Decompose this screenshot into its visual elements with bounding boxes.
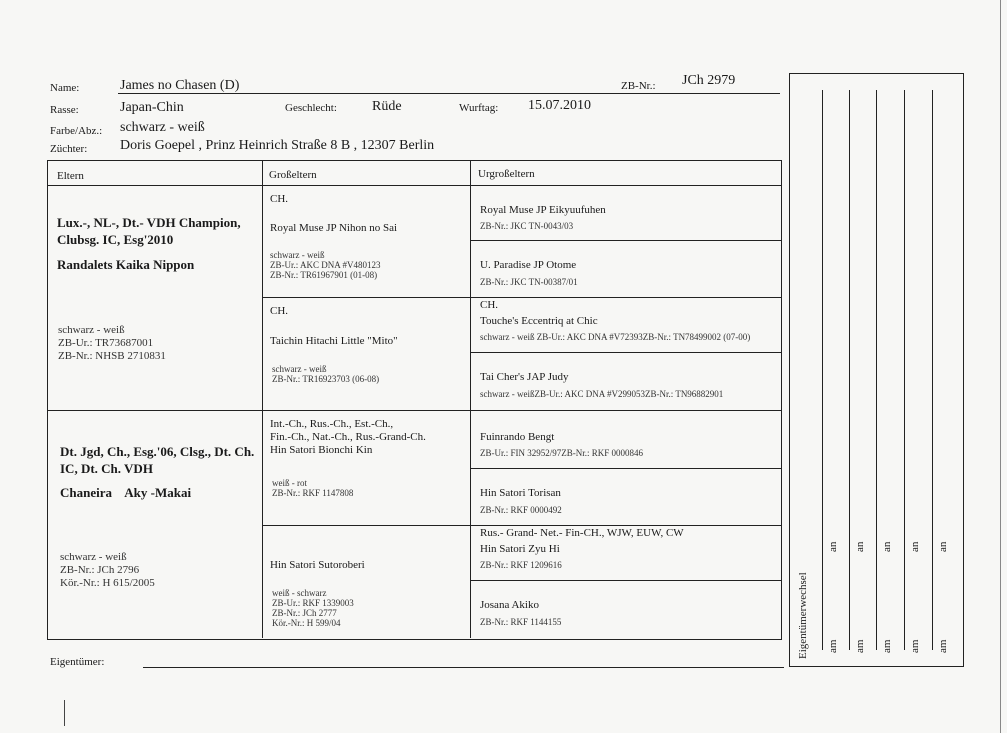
- gp4-zb-nr: ZB-Nr.: JCh 2777: [272, 608, 337, 618]
- owner-col-line-2: [849, 90, 850, 650]
- an-label: an: [854, 541, 866, 552]
- ggp7-name: Hin Satori Zyu Hi: [480, 543, 560, 555]
- mother-name: Chaneira Aky -Makai: [60, 485, 192, 500]
- ggp8-name: Josana Akiko: [480, 599, 539, 611]
- ggp3-name: Touche's Eccentriq at Chic: [480, 315, 598, 327]
- ggp3-info: schwarz - weiß ZB-Ur.: AKC DNA #V72393ZB-Nr.: TN78499002 (07-00): [480, 332, 751, 342]
- an-label: an: [909, 541, 921, 552]
- farbe-value: schwarz - weiß: [120, 120, 205, 135]
- gp2-info: [272, 364, 379, 384]
- ggp6-info: ZB-Nr.: RKF 0000492: [480, 505, 562, 515]
- owner-line: [143, 667, 784, 668]
- col-header-eltern: Eltern: [57, 170, 84, 182]
- gp4-color: weiß - schwarz: [272, 588, 327, 598]
- gp3-info: [272, 478, 353, 498]
- header-row-line: [48, 185, 781, 186]
- gp4-info: [272, 588, 354, 626]
- mother-koer: Kör.-Nr.: H 615/2005: [60, 577, 155, 589]
- geschlecht-value: Rüde: [372, 99, 402, 114]
- ggp6-name: Hin Satori Torisan: [480, 487, 561, 499]
- gp1-title: CH.: [270, 193, 289, 205]
- rasse-label: Rasse:: [50, 104, 79, 116]
- geschlecht-label: Geschlecht:: [285, 102, 337, 114]
- mother-title: Dt. Jgd, Ch., Esg.'06, Clsg., Dt. Ch. IC, Dt. Ch. VDH: [60, 444, 255, 476]
- ggp8-info: ZB-Nr.: RKF 1144155: [480, 617, 562, 627]
- name-underline: [118, 93, 780, 94]
- gp4-zb-ur: ZB-Ur.: RKF 1339003: [272, 598, 354, 608]
- ggp2-info: ZB-Nr.: JKC TN-00387/01: [480, 277, 578, 287]
- wurftag-label: Wurftag:: [459, 102, 499, 114]
- gp2-color: schwarz - weiß: [272, 364, 327, 374]
- father-info: [58, 324, 166, 363]
- zuechter-label: Züchter:: [50, 143, 88, 155]
- gp2-title: CH.: [270, 305, 289, 317]
- owner-label: Eigentümer:: [50, 656, 105, 668]
- owner-col-line-4: [904, 90, 905, 650]
- am-label: am: [827, 639, 839, 653]
- owner-col-line-1: [822, 90, 823, 650]
- father-name: Randalets Kaika Nippon: [57, 257, 195, 272]
- ggp4-info: schwarz - weißZB-Ur.: AKC DNA #V299053ZB-Nr.: TN96882901: [480, 389, 724, 399]
- gp3-title-1: Int.-Ch., Rus.-Ch., Est.-Ch.,: [270, 418, 394, 430]
- owner-change-title: Eigentümerwechsel: [797, 572, 809, 659]
- gp3-title-2: Fin.-Ch., Nat.-Ch., Rus.-Grand-Ch.: [270, 431, 426, 443]
- gp3-color: weiß - rot: [272, 478, 307, 488]
- ggp1-name: Royal Muse JP Eikyuufuhen: [480, 204, 606, 216]
- mother-info: [60, 551, 155, 590]
- gp4-name: Hin Satori Sutoroberi: [270, 559, 365, 571]
- parents-split-line: [48, 410, 781, 411]
- ggp-split-4: [471, 580, 781, 581]
- mother-color: schwarz - weiß: [60, 551, 127, 563]
- father-title: Lux.-, NL-, Dt.- VDH Champion, Clubsg. IC, Esg'2010: [57, 215, 241, 247]
- gp1-info: [270, 250, 381, 280]
- mother-zb-nr: ZB-Nr.: JCh 2796: [60, 564, 140, 576]
- zuechter-value: Doris Goepel , Prinz Heinrich Straße 8 B , 12307 Berlin: [120, 138, 435, 153]
- col-header-urgrosseltern: Urgroßeltern: [478, 168, 535, 180]
- rasse-value: Japan-Chin: [120, 100, 184, 115]
- gp1-name: Royal Muse JP Nihon no Sai: [270, 222, 398, 234]
- am-label: am: [854, 639, 866, 653]
- gp2-name: Taichin Hitachi Little "Mito": [270, 335, 398, 347]
- ggp3-title: CH.: [480, 299, 499, 311]
- zb-value: JCh 2979: [682, 73, 736, 88]
- col-line-1: [262, 161, 263, 638]
- ggp2-name: U. Paradise JP Otome: [480, 259, 577, 271]
- ggp-split-2: [471, 352, 781, 353]
- col-line-2: [470, 161, 471, 638]
- gp1-zb-ur: ZB-Ur.: AKC DNA #V480123: [270, 260, 381, 270]
- ggp7-info: ZB-Nr.: RKF 1209616: [480, 560, 562, 570]
- farbe-label: Farbe/Abz.:: [50, 125, 103, 137]
- an-label: an: [881, 541, 893, 552]
- ggp5-info: ZB-Ur.: FIN 32952/97ZB-Nr.: RKF 0000846: [480, 448, 644, 458]
- ggp-split-3: [471, 468, 781, 469]
- am-label: am: [881, 639, 893, 653]
- page-edge-right: [1000, 0, 1001, 733]
- gp3-zb-nr: ZB-Nr.: RKF 1147808: [272, 488, 354, 498]
- name-label: Name:: [50, 82, 80, 94]
- name-value: James no Chasen (D): [120, 78, 240, 93]
- am-label: am: [909, 639, 921, 653]
- gp3-name: Hin Satori Bionchi Kin: [270, 444, 373, 456]
- father-zb-ur: ZB-Ur.: TR73687001: [58, 337, 154, 349]
- an-label: an: [937, 541, 949, 552]
- gp2-zb-nr: ZB-Nr.: TR16923703 (06-08): [272, 374, 380, 384]
- page-mark: [64, 700, 65, 726]
- wurftag-value: 15.07.2010: [528, 98, 591, 113]
- ggp7-title: Rus.- Grand- Net.- Fin-CH., WJW, EUW, CW: [480, 527, 684, 539]
- zb-label: ZB-Nr.:: [621, 80, 656, 92]
- gp1-zb-nr: ZB-Nr.: TR61967901 (01-08): [270, 270, 378, 280]
- gp-split-1: [263, 297, 781, 298]
- gp1-color: schwarz - weiß: [270, 250, 325, 260]
- owner-col-line-3: [876, 90, 877, 650]
- gp4-koer: Kör.-Nr.: H 599/04: [272, 618, 341, 626]
- am-label: am: [937, 639, 949, 653]
- ggp1-info: ZB-Nr.: JKC TN-0043/03: [480, 221, 574, 231]
- ggp-split-1: [471, 240, 781, 241]
- ggp5-name: Fuinrando Bengt: [480, 431, 555, 443]
- father-color: schwarz - weiß: [58, 324, 125, 336]
- an-label: an: [827, 541, 839, 552]
- gp-split-2: [263, 525, 781, 526]
- owner-col-line-5: [932, 90, 933, 650]
- father-zb-nr: ZB-Nr.: NHSB 2710831: [58, 350, 166, 362]
- col-header-grosseltern: Großeltern: [269, 169, 317, 181]
- gp3-titles: [270, 418, 426, 457]
- ggp4-name: Tai Cher's JAP Judy: [480, 371, 569, 383]
